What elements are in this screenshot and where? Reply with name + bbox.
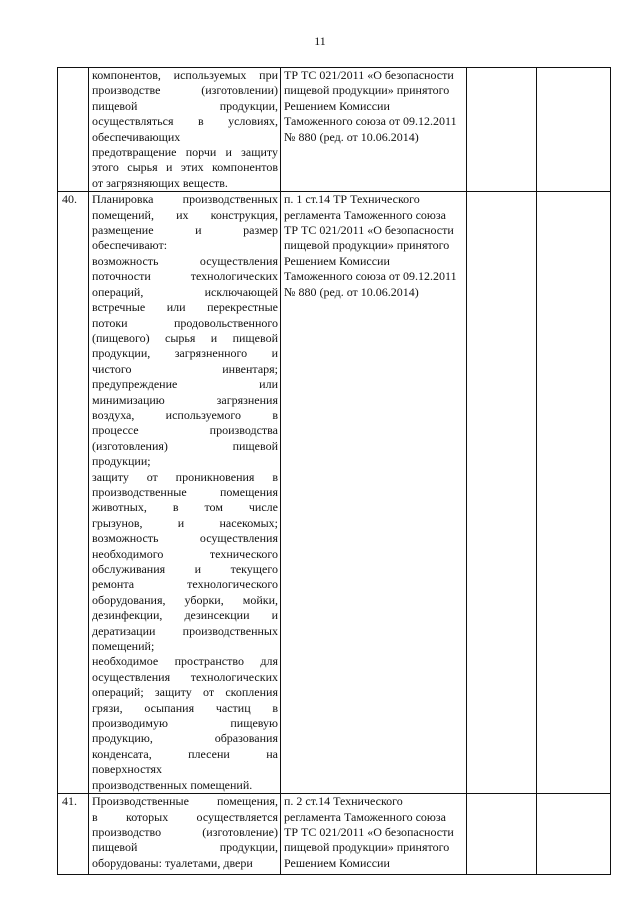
regulation-reference-cell <box>281 794 467 875</box>
requirement-text-line: защиту от проникновения в <box>92 469 278 484</box>
empty-cell <box>537 68 611 192</box>
requirement-text-line: производство (изготовление) <box>92 824 278 839</box>
requirement-text-line: грязи, осыпания частиц в <box>92 700 278 715</box>
requirement-text-line: поточности технологических <box>92 269 278 284</box>
requirement-text-line: производственные помещения <box>92 484 278 499</box>
requirement-cell <box>89 794 281 875</box>
requirement-text-line: возможность осуществления <box>92 531 278 546</box>
requirement-text-line: продукции, загрязненного и <box>92 346 278 361</box>
requirement-text-line: обеспечивают: <box>92 238 168 253</box>
table-row <box>58 794 611 875</box>
requirement-text-line: помещений; <box>92 639 155 654</box>
requirement-text-line: помещений, их конструкция, <box>92 207 278 222</box>
requirement-cell <box>89 68 281 192</box>
page-number: 11 <box>314 34 326 48</box>
regulation-text-line: пищевой продукции» принятого <box>284 83 450 98</box>
empty-cell <box>467 192 537 794</box>
requirement-text-line: продукцию, образования <box>92 731 278 746</box>
empty-cell <box>537 794 611 875</box>
requirement-text-line: осуществляться в условиях, <box>92 114 278 129</box>
requirement-text-line: в которых осуществляется <box>92 809 278 824</box>
regulation-text-line: регламента Таможенного союза <box>284 809 446 824</box>
requirement-text-line: дератизации производственных <box>92 623 278 638</box>
requirement-text-line: необходимое пространство для <box>92 654 278 669</box>
empty-cell <box>467 68 537 192</box>
requirement-text-line: грызунов, и насекомых; <box>92 515 278 530</box>
requirement-text-line: производственных помещений. <box>92 777 253 792</box>
regulation-text-line: п. 2 ст.14 Технического <box>284 794 403 809</box>
regulation-text-line: п. 1 ст.14 ТР Технического <box>284 192 420 207</box>
requirement-text-line: предотвращение порчи и защиту <box>92 145 278 160</box>
requirement-text-line: операций; защиту от скопления <box>92 685 278 700</box>
requirement-text-line: воздуха, используемого в <box>92 407 278 422</box>
regulation-text-line: Решением Комиссии <box>284 253 390 268</box>
regulation-text-line: ТР ТС 021/2011 «О безопасности <box>284 824 454 839</box>
requirement-cell <box>89 192 281 794</box>
row-number-cell: 41. <box>58 794 89 875</box>
requirement-text-line: размещение и размер <box>92 223 278 238</box>
requirement-text-line: Планировка производственных <box>92 192 278 207</box>
row-number-cell: 40. <box>58 192 89 794</box>
regulation-text-line: пищевой продукции» принятого <box>284 238 450 253</box>
requirement-text-line: потоки продовольственного <box>92 315 278 330</box>
regulation-text-line: регламента Таможенного союза <box>284 207 446 222</box>
regulation-reference-cell <box>281 68 467 192</box>
table-row <box>58 192 611 794</box>
regulation-text-line: ТР ТС 021/2011 «О безопасности <box>284 68 454 82</box>
requirement-text-line: процессе производства <box>92 423 278 438</box>
requirement-text-line: обеспечивающих <box>92 129 181 144</box>
regulation-text-line: № 880 (ред. от 10.06.2014) <box>284 284 419 299</box>
requirement-text-line: производимую пищевую <box>92 716 278 731</box>
requirement-text-line: животных, в том числе <box>92 500 278 515</box>
requirement-text-line: необходимого технического <box>92 546 278 561</box>
regulation-reference-cell <box>281 192 467 794</box>
regulation-text-line: ТР ТС 021/2011 «О безопасности <box>284 223 454 238</box>
requirement-text-line: компонентов, используемых при <box>92 68 278 82</box>
requirement-text-line: чистого инвентаря; <box>92 361 278 376</box>
requirement-text-line: (изготовления) пищевой <box>92 438 278 453</box>
requirements-table-body <box>58 68 611 875</box>
requirement-text-line: минимизацию загрязнения <box>92 392 278 407</box>
empty-cell <box>467 794 537 875</box>
requirement-text-line: возможность осуществления <box>92 253 278 268</box>
requirement-text-line: пищевой продукции, <box>92 98 278 113</box>
regulation-text-line: Таможенного союза от 09.12.2011 <box>284 114 457 129</box>
requirement-text-line: встречные или перекрестные <box>92 300 278 315</box>
requirement-text-line: поверхностях <box>92 762 162 777</box>
regulation-text-line: Решением Комиссии <box>284 98 390 113</box>
requirement-text-line: пищевой продукции, <box>92 840 278 855</box>
empty-cell <box>537 192 611 794</box>
regulation-text-line: Решением Комиссии <box>284 855 390 870</box>
requirement-text-line: (пищевого) сырья и пищевой <box>92 330 278 345</box>
requirements-table <box>57 67 611 875</box>
requirement-text-line: осуществления технологических <box>92 669 278 684</box>
requirement-text-line: операций, исключающей <box>92 284 278 299</box>
row-number-cell <box>58 68 89 192</box>
requirement-text-line: этого сырья и этих компонентов <box>92 160 278 175</box>
requirement-text-line: предупреждение или <box>92 377 278 392</box>
requirement-text-line: оборудования, уборки, мойки, <box>92 592 278 607</box>
requirement-text-line: дезинфекции, дезинсекции и <box>92 608 278 623</box>
regulation-text-line: № 880 (ред. от 10.06.2014) <box>284 129 419 144</box>
table-row <box>58 68 611 192</box>
regulation-text-line: пищевой продукции» принятого <box>284 840 450 855</box>
requirement-text-line: Производственные помещения, <box>92 794 278 809</box>
requirement-text-line: продукции; <box>92 454 151 469</box>
requirement-text-line: производстве (изготовлении) <box>92 83 278 98</box>
requirement-text-line: обслуживания и текущего <box>92 562 278 576</box>
requirement-text-line: конденсата, плесени на <box>92 746 278 761</box>
requirement-text-line: от загрязняющих веществ. <box>92 175 228 190</box>
regulation-text-line: Таможенного союза от 09.12.2011 <box>284 269 457 284</box>
requirement-text-line: ремонта технологического <box>92 577 278 592</box>
requirement-text-line: оборудованы: туалетами, двери <box>92 855 253 870</box>
